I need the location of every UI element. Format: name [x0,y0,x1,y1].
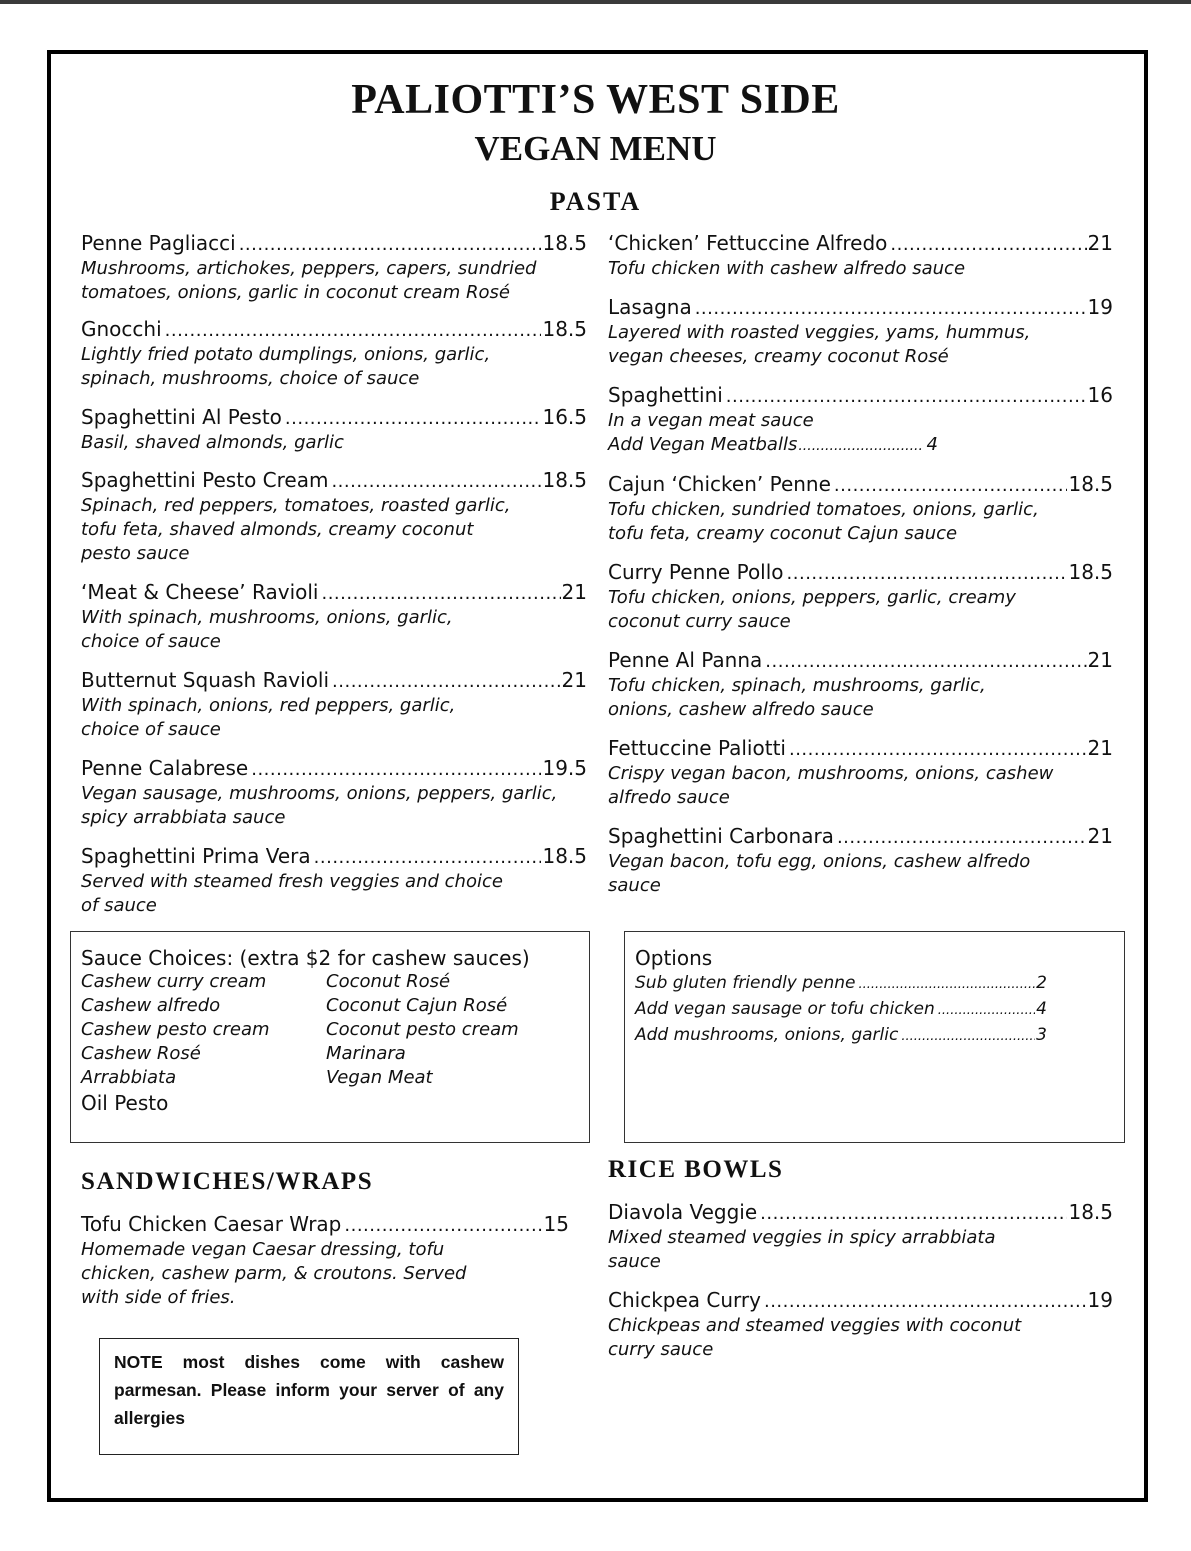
top-border-line [0,0,1191,4]
menu-title: VEGAN MENU [474,129,717,168]
leader-dots [938,999,1035,1023]
item-name: Butternut Squash Ravioli [81,668,330,692]
sauce-item: Vegan Meat [326,1067,433,1088]
item-price: 18.5 [542,231,587,255]
leader-dots [834,474,1068,498]
item-name: Penne Al Panna [608,648,763,672]
leader-dots [321,582,560,606]
option-item [635,971,1047,997]
item-desc: Layered with roasted veggies, yams, hummus, [608,322,1031,343]
item-price: 18.5 [542,844,587,868]
leader-dots [798,434,922,458]
item-desc: With spinach, onions, red peppers, garlic, [81,695,456,716]
item-desc: Chickpeas and steamed veggies with coconut [608,1315,1022,1336]
item-desc: Crispy vegan bacon, mushrooms, onions, cashew [608,763,1054,784]
leader-dots [789,738,1087,762]
sandwiches-heading: SANDWICHES/WRAPS [81,1168,374,1195]
item-desc: Tofu chicken, spinach, mushrooms, garlic, [608,675,986,696]
menu-item [608,383,1113,458]
item-price: 18.5 [1068,1200,1113,1224]
item-desc: spinach, mushrooms, choice of sauce [81,368,420,389]
item-name: Chickpea Curry [608,1288,761,1312]
option-price: 2 [1036,973,1047,993]
item-price: 16 [1087,383,1113,407]
sauce-item: Coconut pesto cream [326,1019,519,1040]
leader-dots [344,1214,542,1238]
item-price: 19 [1087,295,1113,319]
leader-dots [331,470,541,494]
sauce-item: Marinara [326,1043,406,1064]
item-desc: Lightly fried potato dumplings, onions, garlic, [81,344,491,365]
item-price: 19.5 [542,756,587,780]
item-desc: Tofu chicken with cashew alfredo sauce [608,258,966,279]
item-price: 16.5 [542,405,587,429]
leader-dots [859,973,1036,997]
sauce-list [81,970,589,1090]
item-name: ‘Meat & Cheese’ Ravioli [81,580,319,604]
pasta-heading: PASTA [549,187,642,216]
item-desc: choice of sauce [81,631,221,652]
sauce-item: Cashew alfredo [81,995,221,1016]
menu-item [608,736,1113,810]
sauce-item: Cashew pesto cream [81,1019,270,1040]
menu-item [81,231,587,305]
item-desc: Vegan bacon, tofu egg, onions, cashew alfredo [608,851,1031,872]
item-desc: tofu feta, creamy coconut Cajun sauce [608,523,958,544]
item-desc: spicy arrabbiata sauce [81,807,286,828]
sauce-item: Coconut Cajun Rosé [326,995,508,1016]
item-name: Lasagna [608,295,692,319]
leader-dots [901,1025,1035,1049]
item-name: Spaghettini Carbonara [608,824,834,848]
item-desc: Spinach, red peppers, tomatoes, roasted garlic, [81,495,511,516]
restaurant-name: PALIOTTI’S WEST SIDE [351,77,840,123]
item-name: Spaghettini Pesto Cream [81,468,329,492]
item-desc: curry sauce [608,1339,714,1360]
leader-dots [695,297,1087,321]
option-item [635,1023,1047,1049]
item-price: 18.5 [1068,560,1113,584]
menu-item [81,668,587,742]
leader-dots [765,650,1086,674]
sauce-item: Oil Pesto [81,1091,169,1115]
item-name: Penne Calabrese [81,756,249,780]
item-desc: pesto sauce [81,543,190,564]
item-desc: Tofu chicken, sundried tomatoes, onions, garlic, [608,499,1039,520]
item-desc: Basil, shaved almonds, garlic [81,432,344,453]
leader-dots [165,319,542,343]
item-price: 21 [1087,824,1113,848]
item-name: Gnocchi [81,317,162,341]
item-price: 15 [543,1212,569,1236]
menu-item [81,468,587,566]
item-desc: vegan cheeses, creamy coconut Rosé [608,346,949,367]
addon-label: Add Vegan Meatballs [608,434,798,455]
item-price: 21 [561,580,587,604]
item-desc: In a vegan meat sauce [608,410,814,431]
item-name: Curry Penne Pollo [608,560,784,584]
item-name: Tofu Chicken Caesar Wrap [81,1212,342,1236]
menu-item [81,756,587,830]
option-item [635,997,1047,1023]
menu-item [81,580,587,654]
item-desc: Served with steamed fresh veggies and choice [81,871,503,892]
leader-dots [314,846,542,870]
item-name: Spaghettini Prima Vera [81,844,311,868]
item-desc: with side of fries. [81,1287,236,1308]
menu-item [608,560,1113,634]
addon-price: 4 [926,434,938,455]
item-price: 21 [1087,736,1113,760]
item-name: Spaghettini [608,383,723,407]
item-desc: chicken, cashew parm, & croutons. Served [81,1263,467,1284]
item-price: 21 [1087,648,1113,672]
sauce-item: Cashew Rosé [81,1043,201,1064]
menu-item [608,648,1113,722]
item-desc: sauce [608,1251,661,1272]
pasta-right-column [608,231,1113,898]
option-label: Add vegan sausage or tofu chicken [635,999,935,1019]
item-desc: onions, cashew alfredo sauce [608,699,874,720]
pasta-left-column [81,231,587,918]
item-desc: Mixed steamed veggies in spicy arrabbiata [608,1227,996,1248]
item-desc: Vegan sausage, mushrooms, onions, peppers, garlic, [81,783,558,804]
rice-bowls-column [608,1200,1113,1362]
sauce-item: Cashew curry cream [81,971,267,992]
item-desc: sauce [608,875,661,896]
item-desc: With spinach, mushrooms, onions, garlic, [81,607,453,628]
leader-dots [890,233,1086,257]
item-price: 18.5 [1068,472,1113,496]
item-desc: tomatoes, onions, garlic in coconut cream Rosé [81,282,510,303]
leader-dots [332,670,561,694]
item-desc: Homemade vegan Caesar dressing, tofu [81,1239,445,1260]
sauce-choices-title: Sauce Choices: (extra $2 for cashew sauces) [81,946,530,970]
item-name: Fettuccine Paliotti [608,736,786,760]
rice-bowls-heading: RICE BOWLS [608,1156,784,1183]
leader-dots [251,758,541,782]
leader-dots [239,233,542,257]
leader-dots [285,407,542,431]
sauce-item: Coconut Rosé [326,971,451,992]
menu-item [608,1288,1113,1362]
option-price: 3 [1036,1025,1047,1045]
menu-item [81,405,587,455]
leader-dots [726,385,1087,409]
item-desc: choice of sauce [81,719,221,740]
menu-item [81,317,587,391]
item-desc: of sauce [81,895,157,916]
item-price: 18.5 [542,468,587,492]
sandwiches-column [81,1212,569,1310]
menu-item [81,1212,569,1310]
options-title: Options [635,946,713,970]
option-label: Add mushrooms, onions, garlic [635,1025,899,1045]
item-desc: coconut curry sauce [608,611,791,632]
item-desc: Tofu chicken, onions, peppers, garlic, creamy [608,587,1016,608]
option-label: Sub gluten friendly penne [635,973,856,993]
item-name: Penne Pagliacci [81,231,236,255]
menu-item [608,824,1113,898]
item-name: ‘Chicken’ Fettuccine Alfredo [608,231,888,255]
addon-line [608,433,938,458]
item-price: 19 [1087,1288,1113,1312]
sauce-choices-box [70,931,590,1143]
menu-item [608,472,1113,546]
options-box [624,931,1125,1143]
item-desc: alfredo sauce [608,787,730,808]
menu-item [81,844,587,918]
allergy-note: NOTE most dishes come with cashew parmesan. Please inform your server of any allergies [99,1338,519,1455]
sauce-item: Arrabbiata [81,1067,177,1088]
leader-dots [837,826,1087,850]
option-price: 4 [1036,999,1047,1019]
item-desc: tofu feta, shaved almonds, creamy coconut [81,519,474,540]
leader-dots [760,1202,1067,1226]
item-price: 21 [1087,231,1113,255]
item-name: Spaghettini Al Pesto [81,405,282,429]
item-name: Cajun ‘Chicken’ Penne [608,472,831,496]
menu-item [608,295,1113,369]
item-desc: Mushrooms, artichokes, peppers, capers, sundried [81,258,537,279]
menu-item [608,231,1113,281]
leader-dots [764,1290,1087,1314]
item-name: Diavola Veggie [608,1200,758,1224]
menu-item [608,1200,1113,1274]
item-price: 18.5 [542,317,587,341]
item-price: 21 [561,668,587,692]
leader-dots [787,562,1068,586]
